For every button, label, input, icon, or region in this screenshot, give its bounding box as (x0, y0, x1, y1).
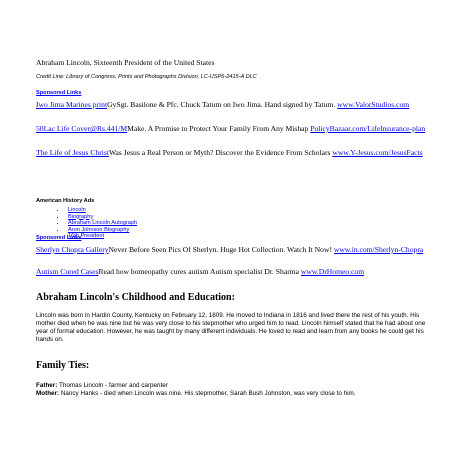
list-item (66, 214, 137, 221)
ad-link[interactable]: Sherlyn Chopra Gallery (36, 245, 109, 254)
father-text: Thomas Lincoln - farmer and carpenter (57, 382, 168, 389)
ad-text: Was Jesus a Real Person or Myth? Discover the Evidence From Scholars (108, 148, 331, 157)
ad-text: Make. A Promise to Protect Your Family From Any Mishap (127, 124, 309, 133)
family-item-father (36, 382, 426, 390)
ad-url[interactable]: PolicyBazaar.com/LifeInsurance-plan (310, 124, 426, 133)
ad-text: Never Before Seen Pics Of Sherlyn. Huge Hot Collection. Watch It Now! (108, 245, 332, 254)
page-title: Abraham Lincoln, Sixteenth President of the United States (36, 58, 215, 67)
ad-url[interactable]: www.ValorStudios.com (337, 100, 410, 109)
ad-link[interactable]: Autism Cured Cases (36, 267, 99, 276)
ad-item (36, 268, 426, 276)
mother-text: Nancy Hanks - died when Lincoln was nine. His stepmother, Sarah Bush Johnston, was very close to him. (59, 390, 356, 398)
family-item-mother (36, 390, 426, 398)
list-item (66, 227, 137, 234)
ad-text: Read how homeopathy cures autism Autism specialist Dr. Sharma (98, 267, 300, 276)
history-ads-heading: American History Ads (36, 198, 95, 204)
history-link-16th-president[interactable]: 16th President (68, 233, 105, 240)
father-label: Father: (36, 382, 58, 389)
history-link-lincoln[interactable]: Lincoln (68, 207, 86, 213)
credit-line: Credit Line: Library of Congress, Prints and Photographs Division, LC-USP6-2415-A DLC (36, 74, 257, 80)
history-link-autograph[interactable]: Abraham Lincoln Autograph (68, 220, 138, 227)
section-body-childhood: Lincoln was born in Hardin County, Kentucky on February 12, 1809. He moved to Indiana in 1816 and lived there the rest of his youth. His mother died when he was nine but he was very close to his stepmother who urged him to read. Lincoln himself stated that he had about one year of formal education. However, he was taught by many different individuals. He loved to read and learn from any books he could get his hands on. (36, 312, 426, 344)
list-item (66, 207, 137, 214)
sponsored-links-label[interactable]: Sponsored Links (36, 90, 82, 96)
list-item (66, 220, 137, 227)
mother-label: Mother: (36, 390, 60, 398)
ad-item (36, 101, 426, 109)
history-link-biography[interactable]: Biography (68, 213, 94, 220)
ad-url[interactable]: www.DrHomeo.com (300, 267, 365, 276)
ad-text: GySgt. Basilone & Pfc. Chuck Tatum on Iwo Jima. Hand signed by Tatum. (107, 100, 336, 109)
history-link-aron-johnson[interactable]: Aron Johnson Biography (68, 226, 130, 233)
ad-link[interactable]: 50Lac Life Cover@Rs.441/M (36, 124, 128, 133)
ad-item (36, 149, 426, 157)
ad-url[interactable]: www.in.com/Sherlyn-Chopra (333, 245, 424, 254)
ad-item (36, 125, 426, 133)
ad-link[interactable]: Iwo Jima Marines print (36, 100, 108, 109)
section-heading-childhood: Abraham Lincoln's Childhood and Education: (36, 292, 235, 303)
section-heading-family: Family Ties: (36, 360, 90, 371)
ad-item (36, 246, 426, 254)
ad-url[interactable]: www.Y-Jesus.com/JesusFacts (332, 148, 423, 157)
sponsored-links-label-2[interactable]: Sponsored Links (36, 235, 82, 241)
ad-link[interactable]: The Life of Jesus Christ (36, 148, 109, 157)
family-list (36, 382, 426, 398)
